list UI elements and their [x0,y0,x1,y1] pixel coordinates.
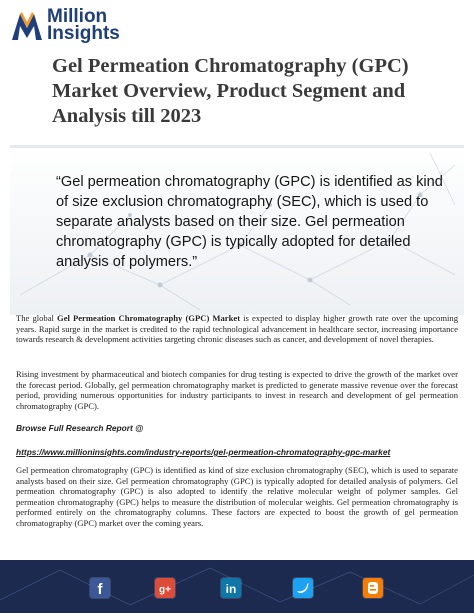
market-name: Gel Permeation Chromatography (GPC) Market [57,313,241,323]
logo-line-1: Million [47,6,108,27]
blogger-icon[interactable] [363,578,383,598]
paragraph-2: Rising investment by pharmaceutical and biotech companies for drug testing is expected to drive the growth of the market over the forecast period. Globally, gel permeation chromatography market is predicted to generate massive revenue over the forecast period, providing numerous opportunities for industry participants to invest in research and development of gel permeation chromatography (GPC). [16,369,458,411]
browse-label: Browse Full Research Report @ [16,423,144,433]
logo-line-2: Insights [47,23,120,44]
logo-mark-icon [10,8,44,42]
paragraph-1-rest: is expected to display higher growth rate over the upcoming years. Rapid surge in the market is credited to the rapid technological advancement in healthcare sector, increasing importance towards research & development activities targeting chronic diseases such as cancer, and development of novel therapies. [16,313,458,344]
logo-text [47,8,120,42]
facebook-icon[interactable] [90,578,110,598]
svg-text:in: in [225,582,237,596]
linkedin-icon[interactable] [221,578,241,598]
paragraph-1-prefix: The global [16,313,58,323]
page-title: Gel Permeation Chromatography (GPC) Market Overview, Product Segment and Analysis till 2023 [52,55,409,127]
twitter-icon[interactable] [293,578,313,598]
footer-bar [0,560,474,613]
quote-text: “Gel permeation chromatography (GPC) is identified as kind of size exclusion chromatography (SEC), which is used to separate analysts based on their size. Gel permeation chromatography (GPC) is typically adopted for detailed analysis of polymers.” [56,174,443,270]
quote-banner [10,145,464,315]
paragraph-3: Gel permeation chromatography (GPC) is identified as kind of size exclusion chromatography (SEC), which is used to separate analysts based on their size. Gel permeation chromatography (GPC) is typically adopted for detailed analysis of polymers. Gel permeation chromatography (GPC) is also adopted to identify the relative molecular weight of polymer samples. Gel permeation chromatography (GPC) helps to measure the distribution of molecular weights. Gel permeation chromatography is performed entirely on the chromatography columns. These factors are expected to boost the growth of gel permeation chromatography (GPC) market over the coming years. [16,465,458,528]
google-plus-icon[interactable] [155,578,175,598]
report-link[interactable]: https://www.millioninsights.com/industry-reports/gel-permeation-chromatography-gpc-market [16,447,391,457]
brand-logo [10,6,120,44]
svg-text:g+: g+ [159,584,171,596]
paragraph-1 [16,313,458,345]
svg-text:f: f [97,581,103,598]
